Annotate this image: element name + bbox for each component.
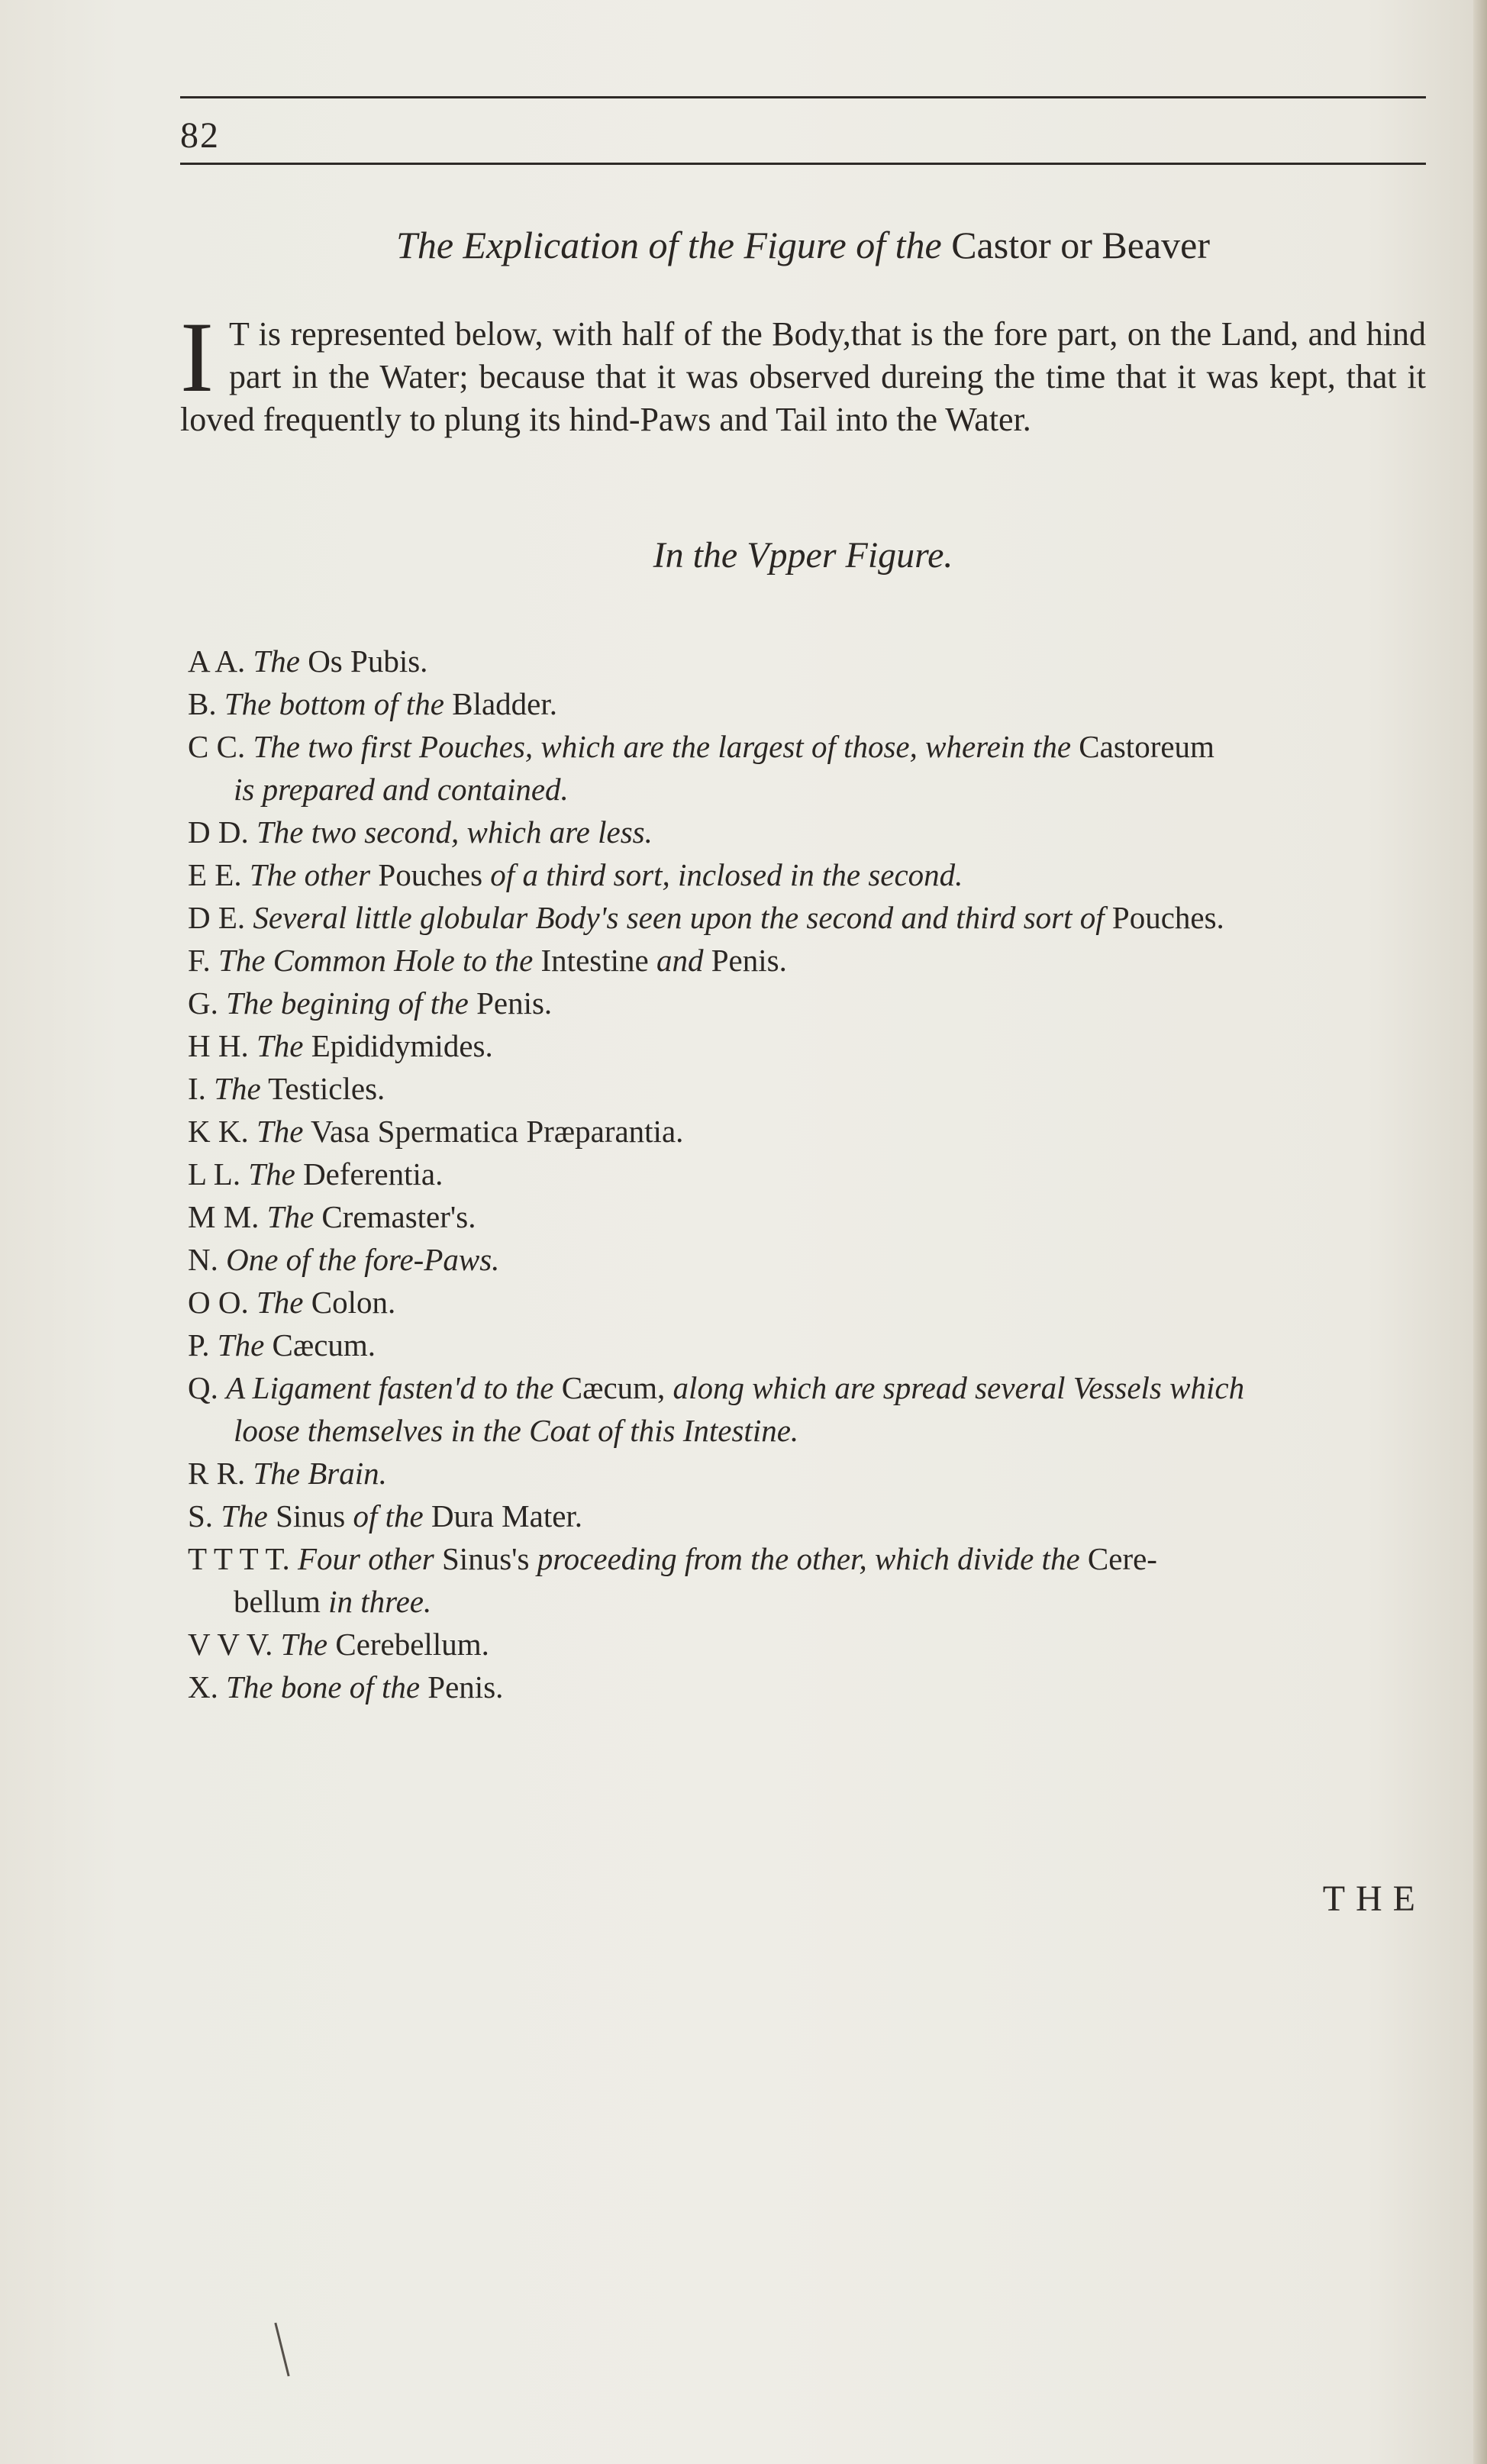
legend-text: Vasa Spermatica Præparantia.	[303, 1114, 684, 1149]
legend-entry	[188, 1366, 1434, 1409]
legend-text: loose themselves in the Coat of this Intestine.	[234, 1413, 799, 1448]
legend-text: Intestine	[533, 943, 656, 978]
page-edge	[1473, 0, 1487, 2464]
legend-text: The two second, which are less.	[256, 814, 653, 850]
legend-text: in three.	[328, 1584, 432, 1619]
legend-text: One of the fore-Paws.	[226, 1242, 500, 1277]
legend-key: K K.	[188, 1114, 249, 1149]
legend-text: The Brain.	[253, 1456, 387, 1491]
legend-key: F.	[188, 943, 211, 978]
legend-text: Bladder.	[444, 686, 558, 721]
legend-entry	[188, 1324, 1434, 1366]
page-title	[180, 223, 1426, 267]
legend-entry	[188, 1153, 1434, 1195]
legend-key: G.	[188, 985, 218, 1021]
legend-key: B.	[188, 686, 217, 721]
legend-text: Several little globular Body's seen upon the second and third sort of	[253, 900, 1105, 935]
legend-key: D E.	[188, 900, 246, 935]
legend-key: R R.	[188, 1456, 246, 1491]
legend-key: L L.	[188, 1156, 241, 1192]
intro-paragraph	[180, 301, 1426, 441]
legend-text: Penis.	[420, 1669, 504, 1704]
legend-entry	[188, 1067, 1434, 1110]
header-rule-bottom	[180, 163, 1426, 165]
legend-text: The	[221, 1498, 268, 1534]
legend-key: X.	[188, 1669, 218, 1704]
legend-text: Penis.	[703, 943, 787, 978]
legend-text: Cerebellum.	[327, 1627, 489, 1662]
legend-text: The	[214, 1071, 261, 1106]
legend-text: Cæcum.	[264, 1327, 376, 1363]
legend-text: The	[266, 1199, 314, 1234]
legend-text: of a third sort, inclosed in the second.	[490, 857, 963, 892]
legend-entry	[188, 811, 1434, 853]
legend-key: N.	[188, 1242, 218, 1277]
legend-entry	[188, 640, 1434, 682]
legend-text: Cæcum,	[553, 1370, 673, 1405]
legend-text: proceeding from the other, which divide the	[537, 1541, 1080, 1576]
legend-text: bellum	[234, 1584, 329, 1619]
legend-text: Epididymides.	[303, 1028, 493, 1063]
legend-text: Dura Mater.	[423, 1498, 583, 1534]
legend-text: Castoreum	[1071, 729, 1214, 764]
legend-entry	[188, 725, 1434, 768]
legend-text: The	[217, 1327, 265, 1363]
legend-entry	[188, 982, 1434, 1024]
legend-text: Sinus's	[434, 1541, 537, 1576]
legend-key: O O.	[188, 1285, 249, 1320]
drop-cap: I	[180, 301, 214, 413]
legend-text: Colon.	[303, 1285, 396, 1320]
legend-text: The	[253, 643, 300, 679]
legend-text: The	[256, 1028, 304, 1063]
legend-key: I.	[188, 1071, 206, 1106]
legend-text: Pouches.	[1104, 900, 1224, 935]
legend-text: The begining of the	[226, 985, 469, 1021]
legend-text: The other	[249, 857, 371, 892]
legend-text: The bottom of the	[224, 686, 444, 721]
legend-text: Sinus	[267, 1498, 353, 1534]
legend-key: H H.	[188, 1028, 249, 1063]
legend-key: E E.	[188, 857, 242, 892]
catchword: THE	[1322, 1879, 1426, 1919]
legend-text: is prepared and contained.	[234, 772, 569, 807]
legend-text: A Ligament fasten'd to the	[226, 1370, 554, 1405]
legend-text: Penis.	[468, 985, 553, 1021]
legend-key: C C.	[188, 729, 246, 764]
legend-text: The	[256, 1114, 304, 1149]
legend-entry	[188, 1281, 1434, 1324]
legend-text: The	[280, 1627, 328, 1662]
intro-text: T is represented below, with half of the Body,that is the fore part, on the Land, and hind part in the Water; because that it was observed dureing the time that it was kept, that it loved frequently to plung its hind-Paws and Tail into the Water.	[180, 315, 1426, 438]
legend-key: V V V.	[188, 1627, 273, 1662]
legend-key: D D.	[188, 814, 249, 850]
title-italic: The Explication of the Figure of the	[396, 224, 942, 266]
legend-entry	[188, 1666, 1434, 1708]
legend-text: along which are spread several Vessels which	[673, 1370, 1245, 1405]
legend-text: The two first Pouches, which are the largest of those, wherein the	[253, 729, 1072, 764]
figure-legend	[188, 640, 1434, 1708]
legend-text: Four other	[297, 1541, 434, 1576]
stray-ink-mark	[274, 2323, 289, 2377]
legend-key: P.	[188, 1327, 210, 1363]
legend-continuation	[188, 1580, 1434, 1623]
legend-entry	[188, 682, 1434, 725]
legend-entry	[188, 1110, 1434, 1153]
legend-entry	[188, 1452, 1434, 1495]
legend-entry	[188, 1195, 1434, 1238]
legend-entry	[188, 896, 1434, 939]
title-roman: Castor or Beaver	[951, 224, 1210, 266]
legend-text: The bone of the	[226, 1669, 421, 1704]
legend-entry	[188, 1623, 1434, 1666]
legend-text: Deferentia.	[295, 1156, 444, 1192]
header-rule-top	[180, 96, 1426, 98]
legend-key: A A.	[188, 643, 246, 679]
legend-entry	[188, 1238, 1434, 1281]
legend-key: M M.	[188, 1199, 260, 1234]
section-heading: In the Vpper Figure.	[653, 535, 953, 576]
legend-key: Q.	[188, 1370, 218, 1405]
legend-text: and	[656, 943, 704, 978]
legend-text: Os Pubis.	[299, 643, 428, 679]
legend-key: T T T T.	[188, 1541, 290, 1576]
legend-continuation	[188, 1409, 1434, 1452]
legend-text: The Common Hole to the	[218, 943, 534, 978]
legend-text: Cremaster's.	[314, 1199, 476, 1234]
legend-text: Testicles.	[260, 1071, 385, 1106]
legend-text: The	[256, 1285, 304, 1320]
legend-entry	[188, 1495, 1434, 1537]
legend-entry	[188, 1537, 1434, 1580]
legend-entry	[188, 853, 1434, 896]
legend-text: Cere-	[1079, 1541, 1157, 1576]
legend-text: The	[248, 1156, 295, 1192]
page-number: 82	[180, 115, 220, 156]
legend-text: of the	[353, 1498, 424, 1534]
legend-continuation	[188, 768, 1434, 811]
legend-entry	[188, 1024, 1434, 1067]
legend-key: S.	[188, 1498, 214, 1534]
legend-text: Pouches	[370, 857, 491, 892]
legend-entry	[188, 939, 1434, 982]
